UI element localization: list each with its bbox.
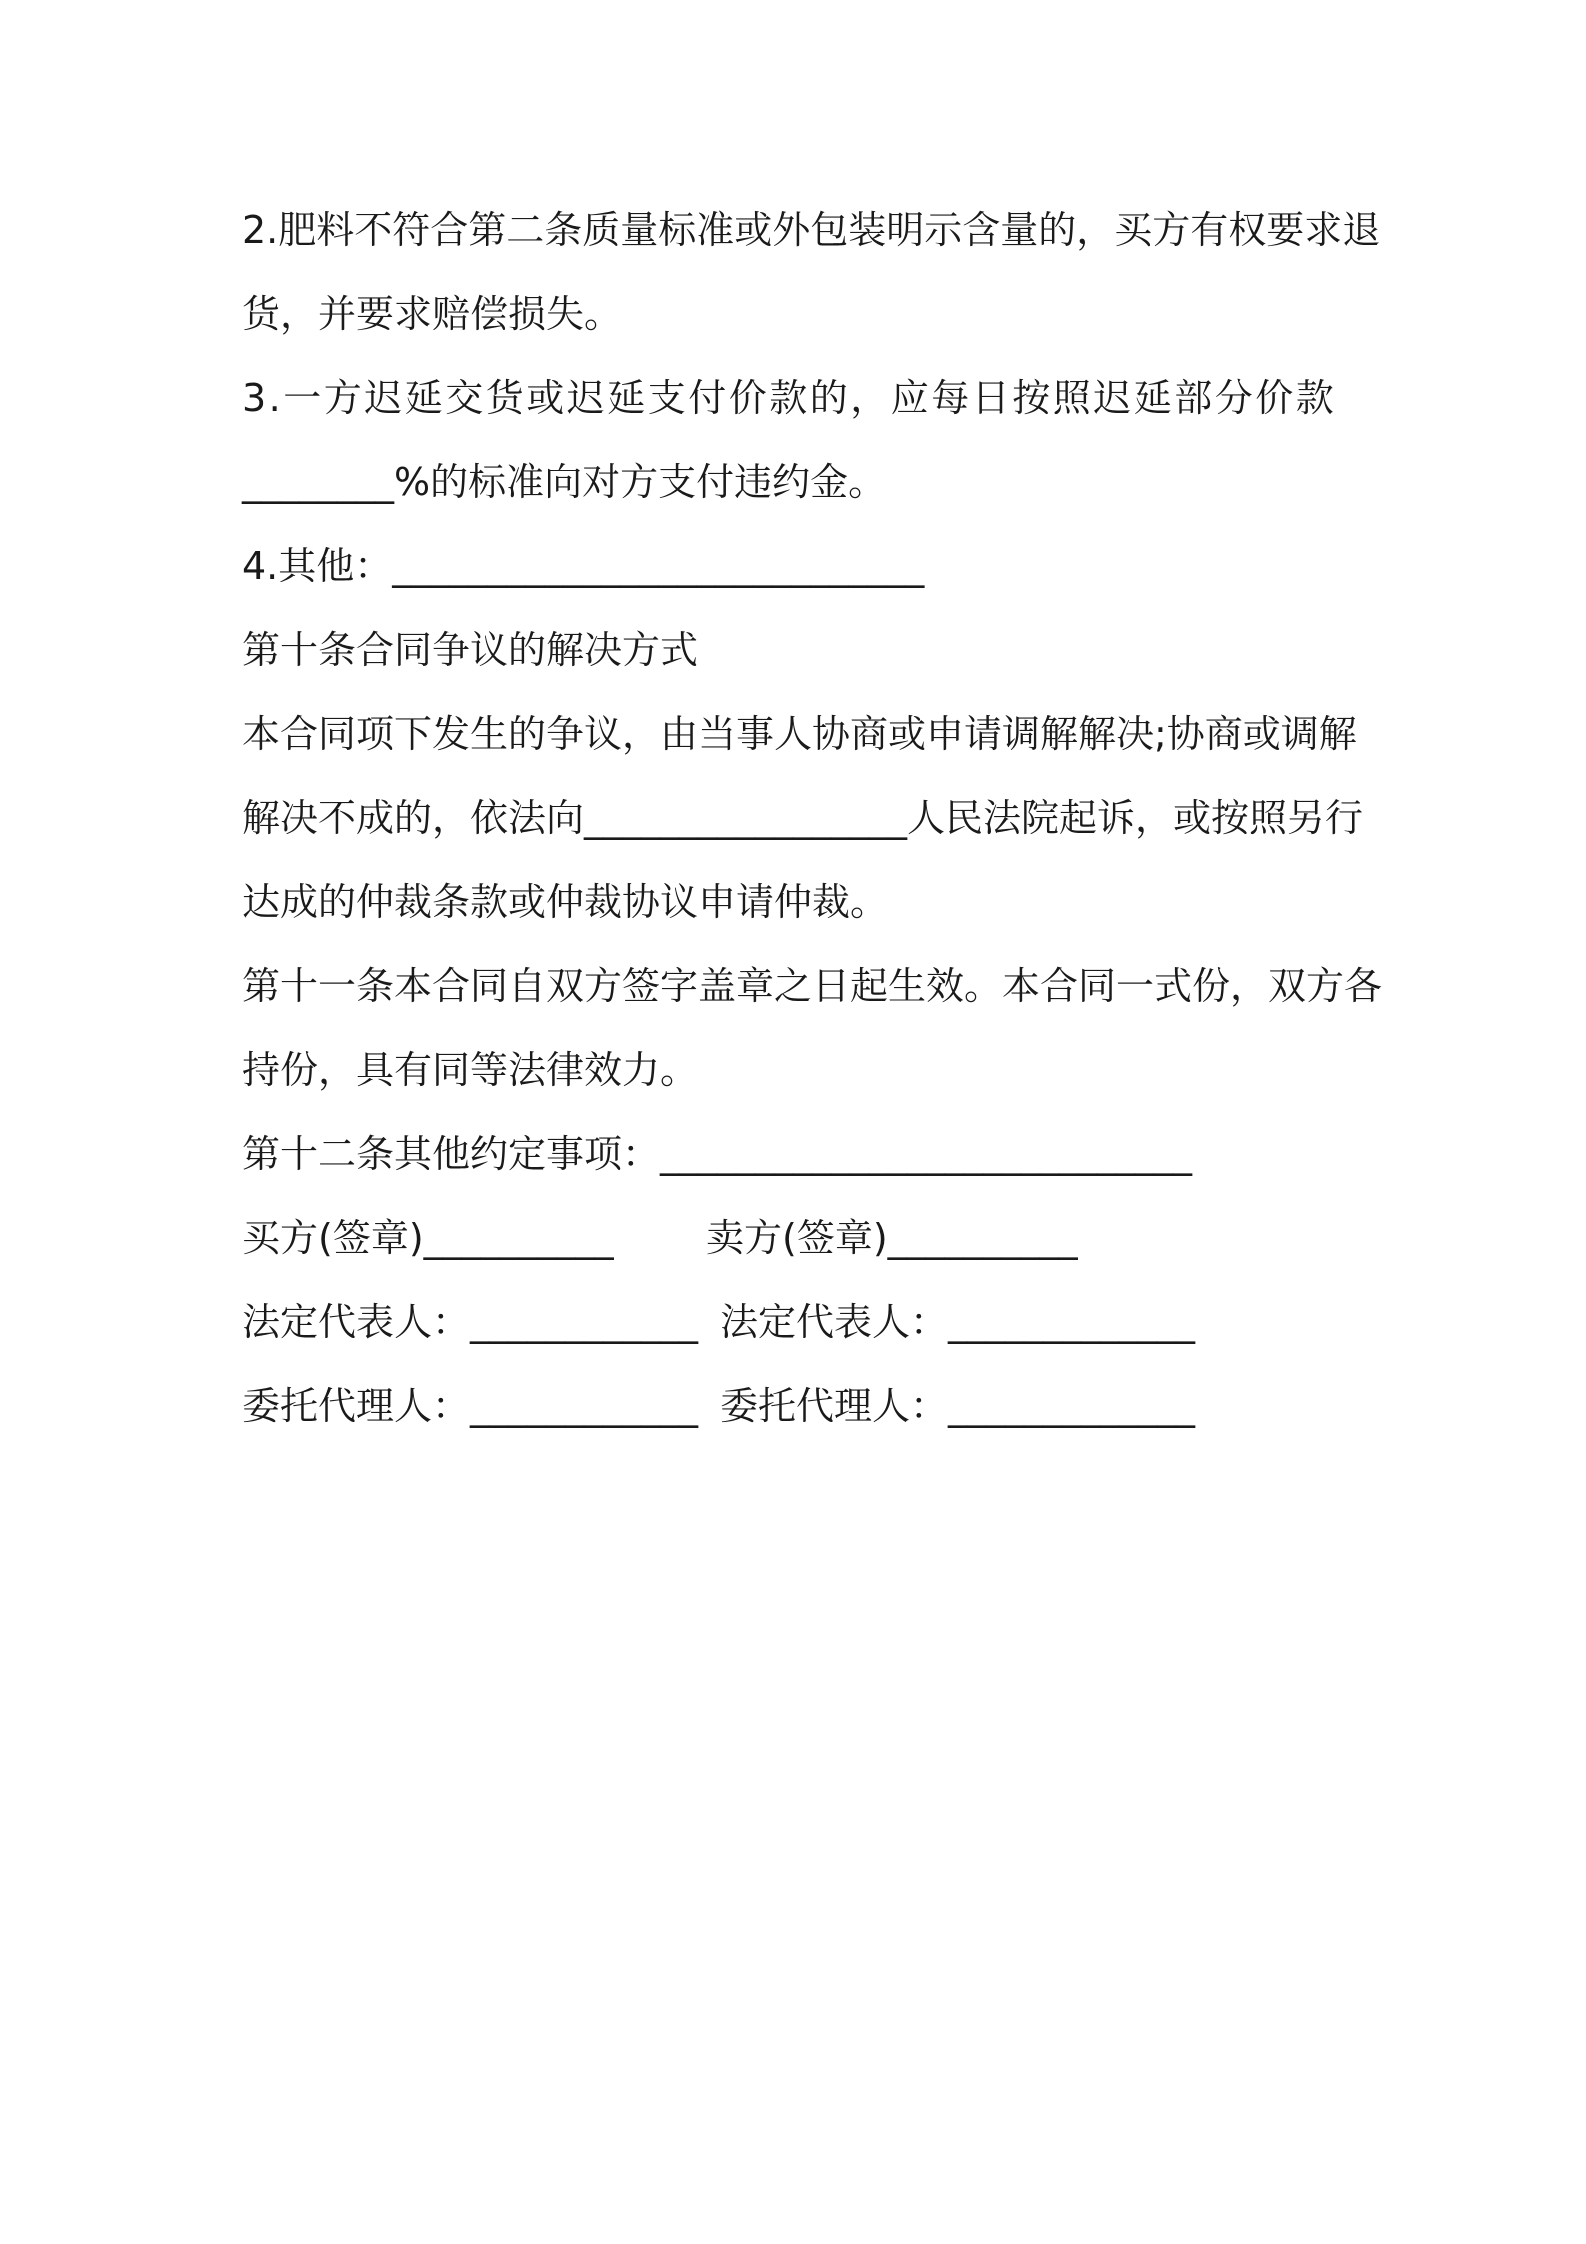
clause-9-item-4: 4.其他：____________________________ — [242, 544, 925, 588]
clause-10-text-line-3: 达成的仲裁条款或仲裁协议申请仲裁。 — [242, 880, 889, 924]
clause-10-text-line-2: 解决不成的，依法向_________________人民法院起诉，或按照另行 — [242, 796, 1364, 840]
buyer-agent: 委托代理人：____________ — [242, 1384, 699, 1428]
seller-signature: 卖方(签章)__________ — [706, 1216, 1078, 1260]
clause-10-text-line-1: 本合同项下发生的争议，由当事人协商或申请调解解决;协商或调解 — [242, 712, 1357, 756]
clause-9-item-2-line-2: 货，并要求赔偿损失。 — [242, 292, 623, 336]
buyer-signature: 买方(签章)__________ — [242, 1216, 614, 1260]
clause-9-item-3-line-2: ________%的标准向对方支付违约金。 — [242, 460, 887, 504]
clause-11-line-2: 持份，具有同等法律效力。 — [242, 1048, 699, 1092]
seller-agent: 委托代理人：_____________ — [720, 1384, 1196, 1428]
clause-11-line-1: 第十一条本合同自双方签字盖章之日起生效。本合同一式份，双方各 — [242, 964, 1383, 1008]
clause-10-heading: 第十条合同争议的解决方式 — [242, 628, 699, 672]
seller-legal-representative: 法定代表人：_____________ — [720, 1300, 1196, 1344]
clause-9-item-2-line-1: 2.肥料不符合第二条质量标准或外包装明示含量的，买方有权要求退 — [242, 208, 1381, 252]
clause-9-item-3-line-1: 3.一方迟延交货或迟延支付价款的，应每日按照迟延部分价款 — [242, 376, 1337, 420]
buyer-legal-representative: 法定代表人：____________ — [242, 1300, 699, 1344]
clause-12: 第十二条其他约定事项：____________________________ — [242, 1132, 1193, 1176]
